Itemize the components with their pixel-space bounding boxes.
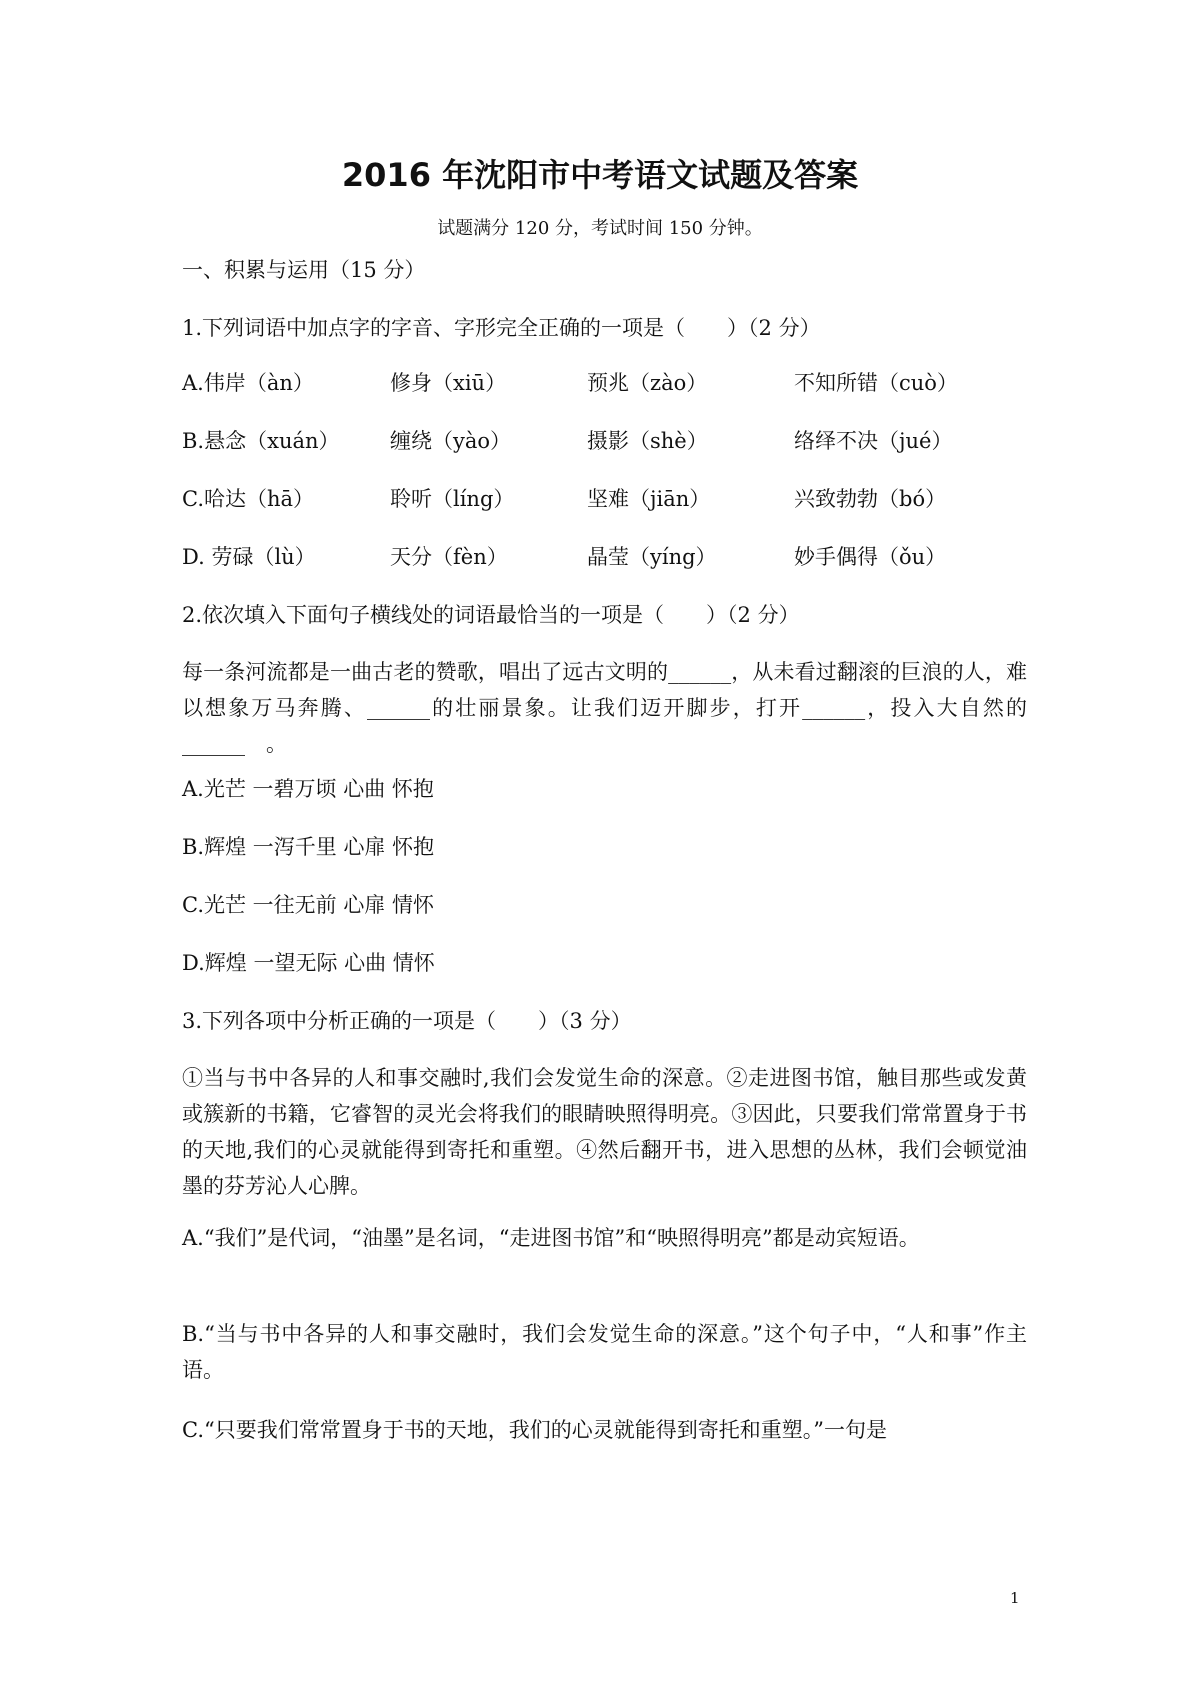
question-3-option-a: A.“我们”是代词，“油墨”是名词，“走进图书馆”和“映照得明亮”都是动宾短语。 [182,1226,920,1250]
option-word: 天分（fèn） [390,545,508,569]
exam-info: 试题满分 120 分，考试时间 150 分钟。 [437,218,763,239]
document-title: 2016 年沈阳市中考语文试题及答案 [341,156,859,194]
question-1-option-b [182,426,1042,456]
question-3-stem: 3.下列各项中分析正确的一项是（ ）（3 分） [182,1009,632,1033]
question-2-option-a: A.光芒 一碧万顷 心曲 怀抱 [182,777,434,801]
option-word: B.悬念（xuán） [182,429,340,453]
option-word: 预兆（zào） [587,371,708,395]
question-2-passage: 每一条河流都是一曲古老的赞歌，唱出了远古文明的______，从未看过翻滚的巨浪的人，难以想象万马奔腾、______的壮丽景象。让我们迈开脚步，打开______，投入大自然的______ 。 [182,660,1027,756]
option-word: 络绎不决（jué） [794,429,953,453]
option-word: 摄影（shè） [587,429,708,453]
option-word: 缠绕（yào） [390,429,512,453]
question-2-stem: 2.依次填入下面句子横线处的词语最恰当的一项是（ ）（2 分） [182,603,800,627]
question-1-stem: 1.下列词语中加点字的字音、字形完全正确的一项是（ ）（2 分） [182,316,821,340]
option-word: A.伟岸（àn） [182,371,314,395]
question-2-option-b: B.辉煌 一泻千里 心扉 怀抱 [182,835,435,859]
question-3-passage: ①当与书中各异的人和事交融时,我们会发觉生命的深意。②走进图书馆，触目那些或发黄或簇新的书籍，它睿智的灵光会将我们的眼睛映照得明亮。③因此，只要我们常常置身于书的天地,我们的心灵就能得到寄托和重塑。④然后翻开书，进入思想的丛林，我们会顿觉油墨的芬芳沁人心脾。 [182,1066,1027,1198]
option-word: 坚难（jiān） [587,487,711,511]
option-word: 晶莹（yíng） [587,545,717,569]
question-3-option-c: C.“只要我们常常置身于书的天地，我们的心灵就能得到寄托和重塑。”一句是 [182,1418,887,1442]
option-word: C.哈达（hā） [182,487,315,511]
question-1-option-c [182,484,1042,514]
option-word: 修身（xiū） [390,371,507,395]
option-word: D. 劳碌（lù） [182,545,316,569]
page-number: 1 [1010,1589,1020,1607]
option-word: 妙手偶得（ǒu） [794,545,947,569]
option-word: 不知所错（cuò） [794,371,958,395]
section-heading: 一、积累与运用（15 分） [182,258,426,282]
question-3-option-b: B.“当与书中各异的人和事交融时，我们会发觉生命的深意。”这个句子中，“人和事”作主语。 [182,1322,1027,1382]
question-2-option-c: C.光芒 一往无前 心扉 情怀 [182,893,435,917]
question-2-option-d: D.辉煌 一望无际 心曲 情怀 [182,951,435,975]
option-word: 聆听（líng） [390,487,515,511]
question-1-option-a [182,368,1042,398]
option-word: 兴致勃勃（bó） [794,487,947,511]
question-1-option-d [182,542,1042,572]
